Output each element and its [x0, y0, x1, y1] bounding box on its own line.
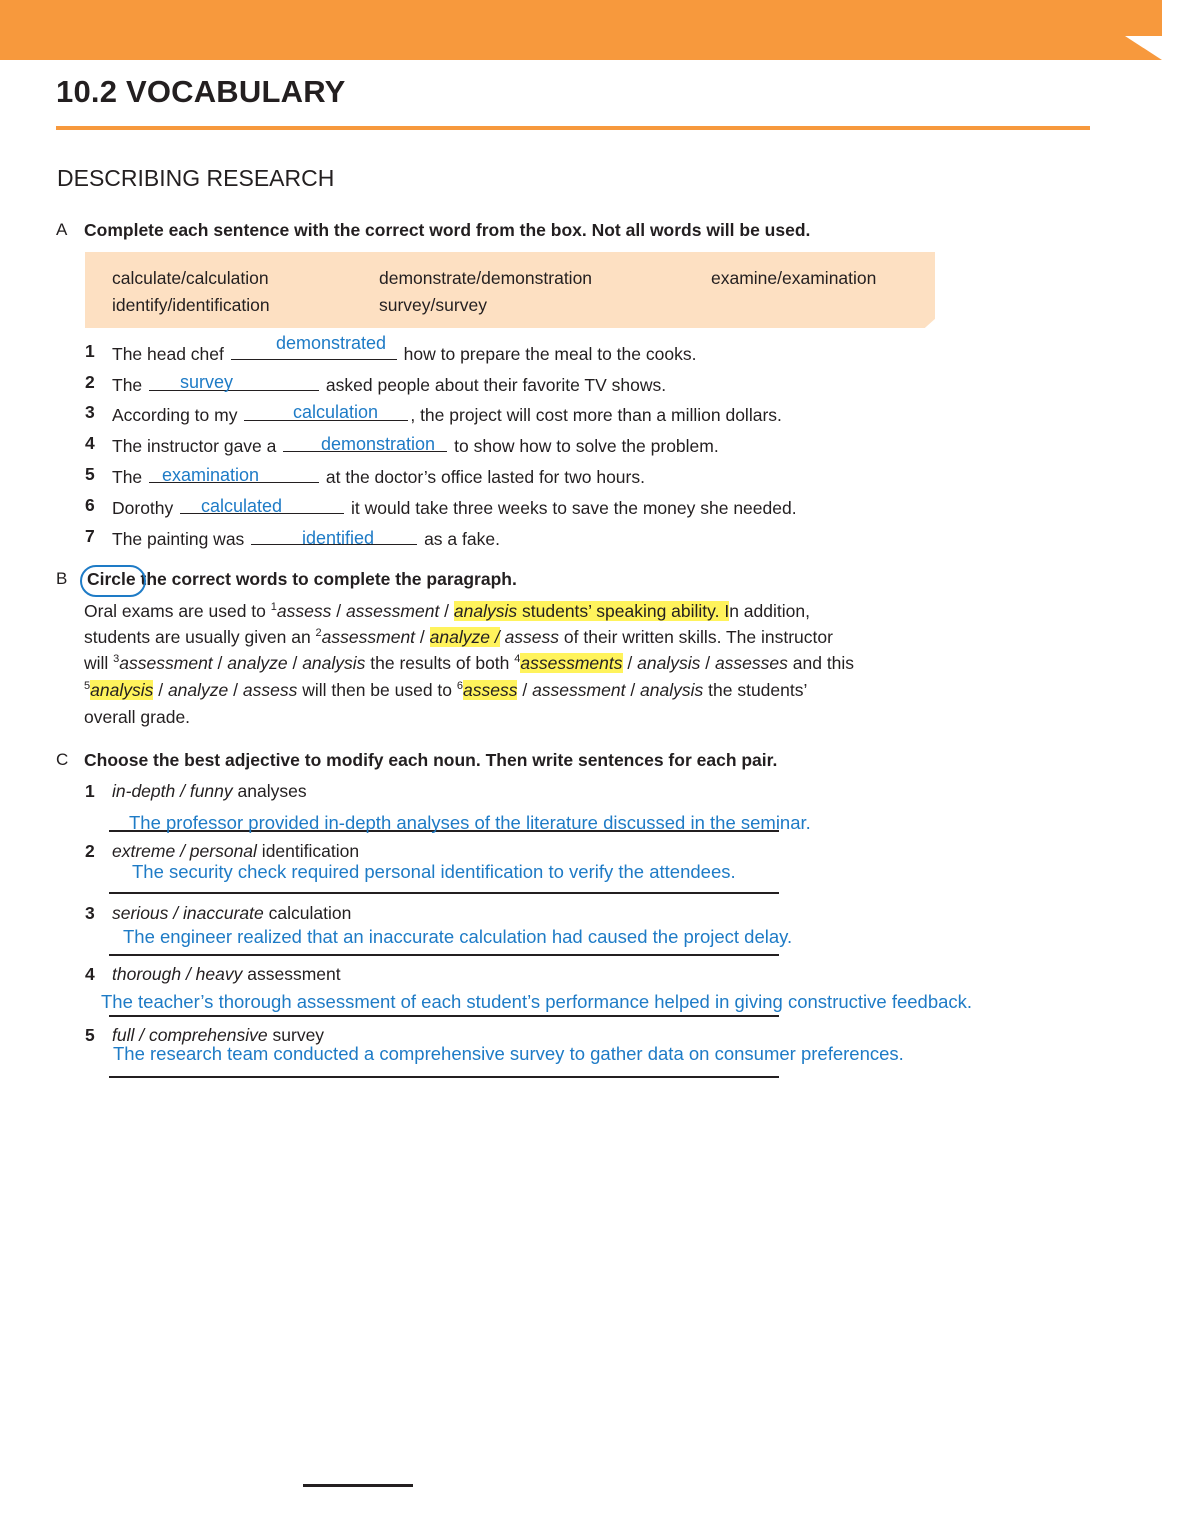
exercise-b-letter: B — [56, 569, 68, 588]
item-superscript: 6 — [456, 680, 464, 693]
separator: / — [517, 680, 533, 700]
item-superscript: 5 — [84, 680, 91, 693]
answer-text: examination — [162, 465, 260, 485]
text: the students’ — [703, 680, 808, 700]
word-box — [85, 252, 935, 328]
adjective-prompt — [112, 964, 341, 985]
item-number: 3 — [85, 402, 95, 422]
word-option-highlighted[interactable]: assess — [463, 680, 518, 700]
word-option-highlighted[interactable]: assessments — [520, 653, 623, 673]
item-number: 4 — [85, 964, 95, 984]
item-number: 3 — [85, 903, 95, 923]
exercise-a-letter: A — [56, 220, 68, 239]
sentence-after: as a fake. — [424, 529, 500, 549]
separator: / — [287, 653, 303, 673]
item-superscript: 1 — [270, 601, 277, 614]
text: of their written skills. The instructor — [559, 627, 833, 647]
item-number: 2 — [85, 372, 95, 392]
word-option[interactable]: assessment — [345, 601, 440, 621]
noun: analyses — [232, 781, 307, 801]
paragraph-line — [84, 680, 807, 701]
circle-word: Circle — [87, 569, 136, 589]
text: Oral exams are used to — [84, 601, 271, 621]
separator: / — [228, 680, 243, 700]
box-word: examine/examination — [711, 268, 877, 288]
sentence-before: The instructor gave a — [112, 436, 277, 456]
word-option-highlighted[interactable]: analyze / — [429, 627, 500, 647]
text: students are usually given an — [84, 627, 316, 647]
answer-text: survey — [180, 372, 234, 392]
word-option[interactable]: assess — [504, 627, 560, 647]
paragraph-line — [84, 601, 810, 622]
box-word: calculate/calculation — [112, 268, 269, 288]
box-word: survey/survey — [379, 295, 487, 315]
answer-sentence: The security check required personal identification to verify the attendees. — [132, 861, 736, 882]
sentence-before: According to my — [112, 405, 238, 425]
noun: identification — [256, 841, 360, 861]
separator: / — [212, 653, 228, 673]
word-option[interactable]: analyze — [167, 680, 229, 700]
box-word: identify/identification — [112, 295, 270, 315]
word-option[interactable]: assessment — [532, 680, 626, 700]
separator: / — [331, 601, 346, 621]
sentence-after: it would take three weeks to save the money she needed. — [351, 498, 797, 518]
sentence-before: Dorothy — [112, 498, 174, 518]
answer-sentence: The research team conducted a comprehensive survey to gather data on consumer preferences. — [113, 1043, 904, 1064]
word-option[interactable]: analysis — [637, 653, 701, 673]
paragraph-line — [84, 653, 854, 674]
noun: assessment — [242, 964, 341, 984]
word-option[interactable]: analysis — [302, 653, 366, 673]
word-option-highlighted[interactable]: analysis — [90, 680, 154, 700]
writing-line[interactable] — [109, 1015, 779, 1017]
sentence-after: how to prepare the meal to the cooks. — [403, 344, 697, 364]
text: n addition, — [729, 601, 810, 621]
separator: / — [415, 627, 430, 647]
adjective-options: thorough / heavy — [112, 964, 243, 984]
item-number: 4 — [85, 433, 95, 453]
answer-sentence: The professor provided in-depth analyses of the literature discussed in the seminar. — [129, 812, 811, 833]
word-option[interactable]: analysis — [453, 601, 518, 621]
noun: survey — [267, 1025, 325, 1045]
item-number: 1 — [85, 341, 95, 361]
item-superscript: 3 — [113, 653, 120, 666]
adjective-prompt — [112, 841, 359, 862]
adjective-options: in-depth / funny — [112, 781, 233, 801]
word-option[interactable]: assesses — [714, 653, 788, 673]
footer-rule — [303, 1484, 413, 1487]
section-heading: DESCRIBING RESEARCH — [57, 165, 335, 191]
answer-blank[interactable] — [149, 372, 319, 391]
item-number: 5 — [85, 464, 95, 484]
word-option[interactable]: assessment — [119, 653, 213, 673]
sentence-before: The painting was — [112, 529, 245, 549]
sentence-after: at the doctor’s office lasted for two hours. — [325, 467, 645, 487]
item-number: 1 — [85, 781, 95, 801]
answer-sentence: The engineer realized that an inaccurate calculation had caused the project delay. — [123, 926, 793, 947]
answer-text: identified — [302, 528, 375, 548]
writing-line[interactable] — [109, 892, 779, 894]
paragraph-line — [84, 627, 833, 648]
sentence-after: , the project will cost more than a million dollars. — [410, 405, 782, 425]
word-option[interactable]: assessment — [321, 627, 416, 647]
separator: / — [153, 680, 168, 700]
answer-text: demonstration — [321, 434, 436, 454]
text: and this — [787, 653, 855, 673]
item-superscript: 4 — [514, 653, 521, 666]
adjective-options: extreme / personal — [112, 841, 257, 861]
adjective-prompt — [112, 903, 351, 924]
noun: calculation — [263, 903, 352, 923]
text: the results of both — [365, 653, 515, 673]
item-number: 2 — [85, 841, 95, 861]
separator: / — [625, 680, 641, 700]
answer-text: demonstrated — [276, 333, 387, 353]
word-option[interactable]: analysis — [640, 680, 704, 700]
text: will — [84, 653, 114, 673]
sentence-after: asked people about their favorite TV shows. — [325, 375, 667, 395]
adjective-options: serious / inaccurate — [112, 903, 264, 923]
item-number: 5 — [85, 1025, 95, 1045]
answer-sentence: The teacher’s thorough assessment of each student’s performance helped in giving constructive feedback. — [101, 991, 973, 1012]
word-option[interactable]: analyze — [227, 653, 288, 673]
sentence-before: The head chef — [112, 344, 224, 364]
writing-line[interactable] — [109, 954, 779, 956]
separator: / — [700, 653, 715, 673]
paragraph-line: overall grade. — [84, 707, 191, 727]
instruction-rest: the correct words to complete the paragraph. — [135, 569, 517, 589]
exercise-c-instruction: Choose the best adjective to modify each noun. Then write sentences for each pair. — [84, 750, 778, 770]
writing-line[interactable] — [109, 1076, 779, 1078]
exercise-b-instruction — [87, 569, 517, 590]
adjective-options: full / comprehensive — [112, 1025, 268, 1045]
answer-text: calculated — [201, 496, 283, 516]
header-band-corner — [1125, 36, 1162, 60]
sentence — [112, 402, 782, 426]
text: students’ speaking ability. I — [517, 601, 730, 621]
separator: / — [439, 601, 454, 621]
page-title: 10.2 VOCABULARY — [56, 74, 346, 109]
exercise-a-instruction: Complete each sentence with the correct word from the box. Not all words will be used. — [84, 220, 811, 240]
answer-text: calculation — [293, 402, 379, 422]
separator: / — [622, 653, 638, 673]
sentence-after: to show how to solve the problem. — [454, 436, 719, 456]
highlighted-answer — [454, 601, 729, 621]
exercise-c-letter: C — [56, 750, 69, 769]
header-band — [0, 0, 1162, 60]
sentence-before: The — [112, 375, 143, 395]
word-option[interactable]: assess — [242, 680, 298, 700]
box-word: demonstrate/demonstration — [379, 268, 593, 288]
text: will then be used to — [297, 680, 457, 700]
item-number: 7 — [85, 526, 95, 546]
item-superscript: 2 — [315, 627, 322, 640]
hand-drawn-circle — [80, 565, 146, 597]
sentence — [112, 341, 696, 365]
adjective-prompt — [112, 781, 307, 802]
sentence-before: The — [112, 467, 143, 487]
word-option[interactable]: assess — [276, 601, 332, 621]
item-number: 6 — [85, 495, 95, 515]
title-rule — [56, 126, 1090, 130]
